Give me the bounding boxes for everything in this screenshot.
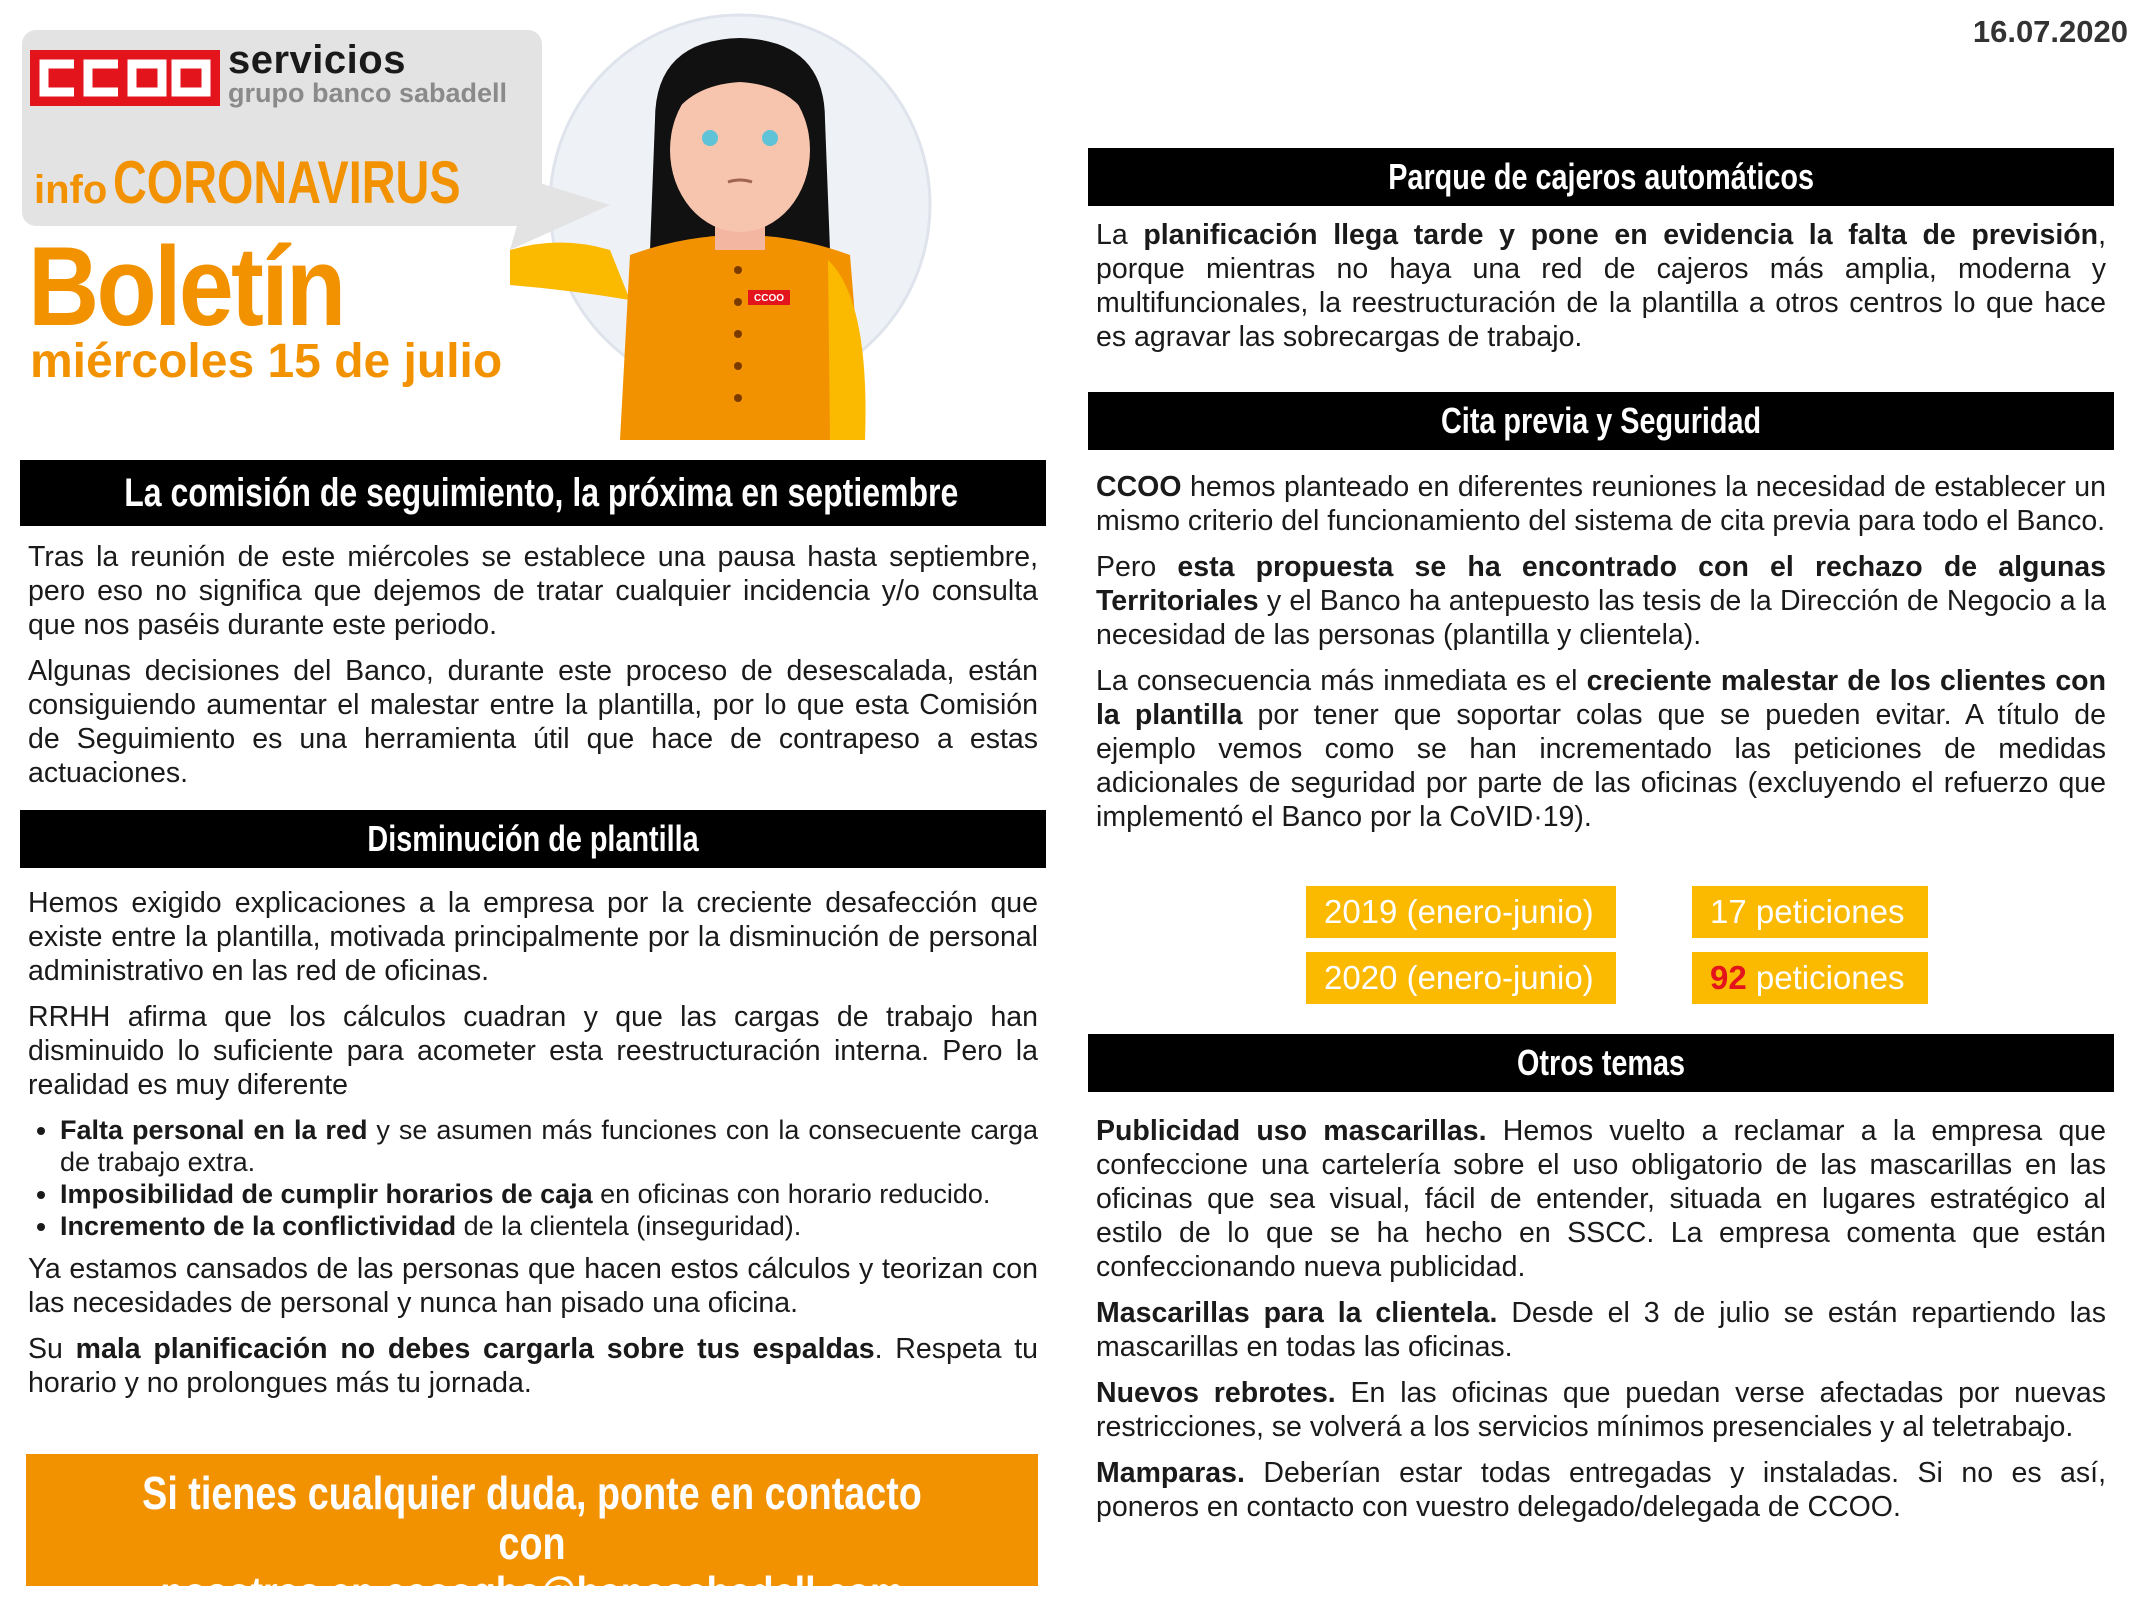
heading-cita-text: Cita previa y Seguridad	[1440, 400, 1762, 441]
disminucion-bullets	[28, 1114, 1038, 1242]
cita-p1	[1096, 470, 2106, 538]
ccoo-logo	[30, 50, 220, 106]
stat-2019-number: 17	[1710, 893, 1747, 930]
info-word: info	[34, 168, 108, 212]
stat-2020-count	[1692, 952, 1928, 1004]
heading-parque-text: Parque de cajeros automáticos	[1388, 156, 1814, 197]
contact-line2	[117, 1568, 947, 1618]
p4-c: . Respeta tu horario y no prolongues más tu jornada.	[28, 1333, 1038, 1399]
heading-comision	[20, 460, 1046, 526]
issue-date: 16.07.2020	[1972, 14, 2128, 49]
contact-email-link[interactable]: ccoogbs@bancsabadell.com	[384, 1567, 904, 1619]
bullet-rest: de la clientela (inseguridad).	[456, 1211, 802, 1241]
ccoo-logo-mark	[30, 50, 220, 106]
jacket-badge-text: CCOO	[754, 293, 784, 304]
heading-otros-text: Otros temas	[1516, 1042, 1686, 1083]
otros-item	[1096, 1376, 2106, 1444]
otros-item-title: Nuevos rebrotes.	[1096, 1377, 1336, 1409]
p4-b: mala planificación no debes cargarla sobre tus espaldas	[75, 1333, 875, 1365]
otros-item	[1096, 1296, 2106, 1364]
otros-item-text: Deberían estar todas entregadas y instaladas. Si no es así, poneros en contacto con vuestro delegado/delegada de CCOO.	[1096, 1457, 2106, 1523]
bullet-bold: Imposibilidad de cumplir horarios de caja	[60, 1179, 593, 1209]
heading-otros	[1088, 1034, 2114, 1092]
otros-item-title: Mamparas.	[1096, 1457, 1245, 1489]
bullet-bold: Incremento de la conflictividad	[60, 1211, 457, 1241]
otros-item-title: Mascarillas para la clientela.	[1096, 1297, 1498, 1329]
contact-line1: Si tienes cualquier duda, ponte en contacto con	[142, 1467, 922, 1569]
cita-body	[1096, 470, 2106, 846]
otros-item	[1096, 1114, 2106, 1284]
stat-2020-number: 92	[1710, 959, 1747, 996]
parque-p1-a: La	[1096, 219, 1144, 251]
stat-2019-count	[1692, 886, 1928, 938]
heading-parque	[1088, 148, 2114, 206]
brand-grupo: grupo banco sabadell	[228, 78, 508, 108]
contact-line2-text: nosotras en	[160, 1567, 385, 1619]
bulletin-date: miércoles 15 de julio	[30, 335, 503, 388]
cita-p2-c: y el Banco ha antepuesto las tesis de la Dirección de Negocio a la necesidad de las personas (plantilla y clientela).	[1096, 585, 2106, 651]
right-eye	[762, 130, 778, 146]
otros-item-text: Desde el 3 de julio se están repartiendo las mascarillas en todas las oficinas.	[1096, 1297, 2107, 1363]
cita-p3	[1096, 664, 2106, 834]
bullet-item	[60, 1178, 1038, 1210]
otros-item-title: Publicidad uso mascarillas.	[1096, 1115, 1487, 1147]
parque-body	[1096, 218, 2106, 366]
cita-p1-b: hemos planteado en diferentes reuniones la necesidad de establecer un mismo criterio del funcionamiento del sistema de cita previa para todo el Banco.	[1096, 471, 2106, 537]
otros-body	[1096, 1114, 2106, 1536]
disminucion-body	[28, 886, 1038, 1412]
cita-p1-a: CCOO	[1096, 471, 1182, 503]
cita-p2	[1096, 550, 2106, 652]
bullet-bold: Falta personal en la red	[60, 1115, 368, 1145]
cita-p2-b: esta propuesta se ha encontrado con el rechazo de algunas Territoriales	[1096, 551, 2106, 617]
disminucion-p3: Ya estamos cansados de las personas que hacen estos cálculos y teorizan con las necesidades de personal y nunca han pisado una oficina.	[28, 1253, 1038, 1319]
comision-p1: Tras la reunión de este miércoles se establece una pausa hasta septiembre, pero eso no significa que dejemos de tratar cualquier incidencia y/o consulta que nos paséis durante este periodo.	[28, 541, 1038, 641]
parque-p1-b: planificación llega tarde y pone en evidencia la falta de previsión	[1143, 219, 2099, 251]
bullet-rest: y se asumen más funciones con la consecuente carga de trabajo extra.	[60, 1115, 1038, 1177]
left-eye	[702, 130, 718, 146]
contact-banner	[26, 1454, 1038, 1619]
delegate-illustration	[490, 0, 950, 440]
parque-p1	[1096, 218, 2106, 354]
stat-2020-label: peticiones	[1746, 959, 1905, 996]
otros-item-text: Hemos vuelto a reclamar a la empresa que confeccione una cartelería sobre el uso obligatorio de las mascarillas en las oficinas que sea visual, fácil de entender, situada en lugares estratégico al estilo de lo que se ha hecho en SSCC. La empresa comenta que están confeccionando nueva publicidad.	[1096, 1115, 2107, 1283]
p4-a: Su	[28, 1333, 76, 1365]
heading-disminucion-text: Disminución de plantilla	[367, 818, 699, 859]
cita-p2-a: Pero	[1096, 551, 1178, 583]
disminucion-p4	[28, 1332, 1038, 1400]
cita-p3-a: La consecuencia más inmediata es el	[1096, 665, 1587, 697]
coronavirus-word: CORONAVIRUS	[113, 149, 461, 216]
comision-body	[28, 540, 1038, 802]
cita-p3-c: por tener que soportar colas que se pueden evitar. A título de ejemplo vemos como se han incrementado las peticiones de medidas adicionales de seguridad por parte de las oficinas (excluyendo el refuerzo que implementó el Banco por la CoVID·19).	[1096, 699, 2106, 833]
otros-item-text: En las oficinas que puedan verse afectadas por nuevas restricciones, se volverá a los servicios mínimos presenciales y al teletrabajo.	[1096, 1377, 2106, 1443]
brand-servicios: servicios	[228, 38, 406, 82]
stat-2019-period: 2019 (enero-junio)	[1306, 886, 1616, 938]
heading-disminucion	[20, 810, 1046, 868]
bullet-rest: en oficinas con horario reducido.	[592, 1179, 991, 1209]
otros-item	[1096, 1456, 2106, 1524]
comision-p2: Algunas decisiones del Banco, durante este proceso de desescalada, están consiguiendo aumentar el malestar entre la plantilla, por lo que esta Comisión de Seguimiento es una herramienta útil que hace de contrapeso a estas actuaciones.	[28, 655, 1038, 789]
cita-p3-b: creciente malestar de los clientes con la plantilla	[1096, 665, 2106, 731]
stat-2019-label: peticiones	[1746, 893, 1905, 930]
bullet-item	[60, 1114, 1038, 1178]
disminucion-p1: Hemos exigido explicaciones a la empresa por la creciente desafección que existe entre la plantilla, motivada principalmente por la disminución de personal administrativo en las red de oficinas.	[28, 887, 1038, 987]
info-coronavirus	[34, 148, 559, 217]
heading-comision-text: La comisión de seguimiento, la próxima en septiembre	[124, 471, 959, 515]
bullet-item	[60, 1210, 1038, 1242]
bulletin-title: Boletín	[28, 224, 344, 349]
stat-2020-period: 2020 (enero-junio)	[1306, 952, 1616, 1004]
heading-cita	[1088, 392, 2114, 450]
disminucion-p2: RRHH afirma que los cálculos cuadran y que las cargas de trabajo han disminuido lo suficiente para acometer esta reestructuración interna. Pero la realidad es muy diferente	[28, 1001, 1038, 1101]
parque-p1-c: , porque mientras no haya una red de cajeros más amplia, moderna y multifuncionales, la reestructuración de la plantilla a otros centros lo que hace es agravar las sobrecargas de trabajo.	[1096, 219, 2107, 353]
